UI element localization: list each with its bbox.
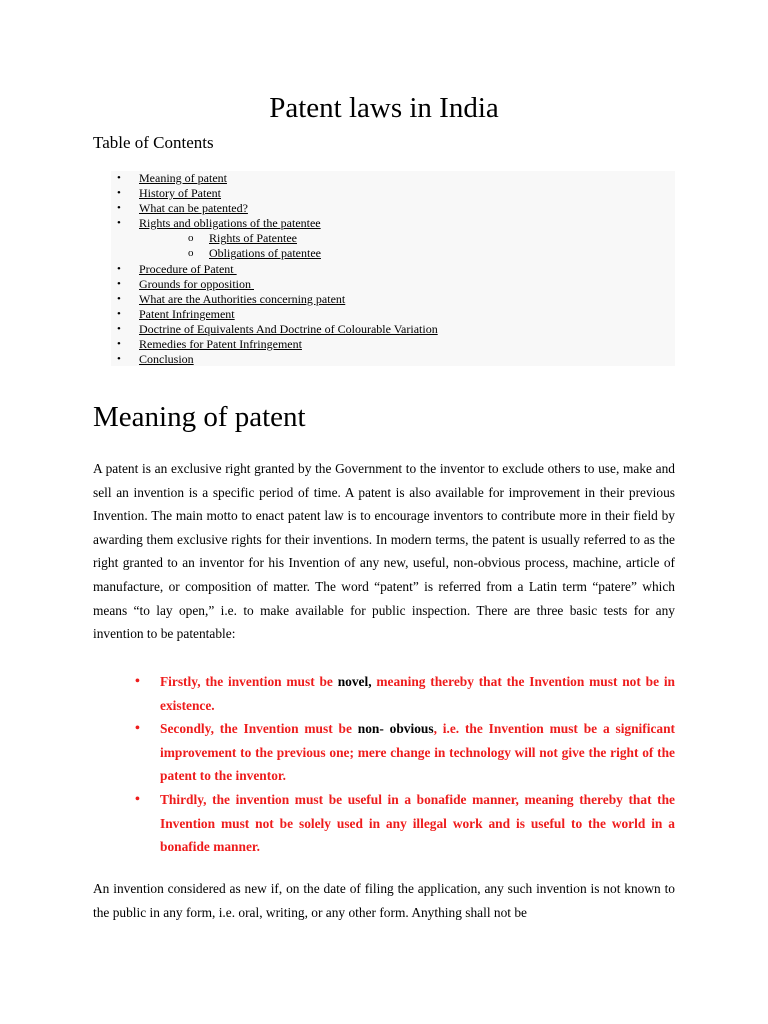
test-text: Thirdly, the invention must be useful in a bonafide manner, meaning thereby that the Invention must not be solely used in any illegal work and is useful to the world in a bonafide manner. xyxy=(160,791,675,855)
test-keyword: novel, xyxy=(337,674,372,689)
test-text: meaning thereby that the Invention must not be in existence. xyxy=(160,674,675,713)
toc-item xyxy=(111,216,675,231)
toc-item xyxy=(111,277,675,292)
toc-link-meaning-of-patent[interactable]: Meaning of patent xyxy=(139,171,227,185)
toc-link-what-can-be-patented[interactable]: What can be patented? xyxy=(139,201,248,216)
toc-subitem xyxy=(111,246,675,261)
toc-link-obligations-of-patentee[interactable]: Obligations of patentee xyxy=(209,246,321,261)
test-text: , i.e. the Invention must be a significant improvement to the previous one; mere change in technology will not give the right of the patent to the inventor. xyxy=(160,721,676,784)
section-heading: Meaning of patent xyxy=(93,401,306,433)
toc-item xyxy=(111,322,675,337)
toc-heading: Table of Contents xyxy=(93,133,214,152)
table-of-contents xyxy=(111,171,675,366)
toc-item xyxy=(111,307,675,322)
toc-item xyxy=(111,337,675,352)
toc-item xyxy=(111,171,675,186)
toc-link-authorities-concerning-patent[interactable]: What are the Authorities concerning patent xyxy=(139,291,346,306)
test-keyword: non- obvious xyxy=(357,721,434,737)
page-title: Patent laws in India xyxy=(269,92,499,124)
test-text: Secondly, the Invention must be xyxy=(160,721,358,737)
list-item xyxy=(93,717,675,788)
toc-link-grounds-for-opposition[interactable]: Grounds for opposition xyxy=(139,276,254,291)
body-paragraph: A patent is an exclusive right granted by the Government to the inventor to exclude others to use, make and sell an invention is a specific period of time. A patent is also available for improvement in their previous Invention. The main motto to enact patent law is to encourage inventors to contribute more in their field by awarding them exclusive rights for their inventions. In modern terms, the patent is usually referred to as the right granted to an inventor for his Invention of any new, useful, non-obvious process, machine, article of manufacture, or composition of matter. The word “patent” is referred from a Latin term “patere” which means “to lay open,” i.e. to make available for public inspection. There are three basic tests for any invention to be patentable: xyxy=(93,461,675,642)
toc-item xyxy=(111,186,675,201)
toc-link-doctrine-of-equivalents[interactable]: Doctrine of Equivalents And Doctrine of Colourable Variation xyxy=(139,321,438,336)
toc-link-rights-of-patentee[interactable]: Rights of Patentee xyxy=(209,231,297,246)
body-paragraph: An invention considered as new if, on the date of filing the application, any such invention is not known to the public in any form, i.e. oral, writing, or any other form. Anything shall not be xyxy=(93,881,675,920)
toc-link-patent-infringement[interactable]: Patent Infringement xyxy=(139,306,235,321)
toc-link-history-of-patent[interactable]: History of Patent xyxy=(139,186,221,201)
list-item xyxy=(93,670,675,717)
toc-item xyxy=(111,292,675,307)
patentability-tests-list xyxy=(93,670,675,859)
toc-item xyxy=(111,352,675,367)
toc-link-procedure-of-patent[interactable]: Procedure of Patent xyxy=(139,261,237,276)
toc-link-rights-and-obligations[interactable]: Rights and obligations of the patentee xyxy=(139,216,321,231)
toc-item xyxy=(111,262,675,277)
list-item xyxy=(93,788,675,859)
toc-link-conclusion[interactable]: Conclusion xyxy=(139,352,194,367)
toc-subitem xyxy=(111,231,675,246)
test-text: Firstly, the invention must be xyxy=(160,674,338,689)
toc-item xyxy=(111,201,675,216)
toc-link-remedies-for-infringement[interactable]: Remedies for Patent Infringement xyxy=(139,337,302,352)
